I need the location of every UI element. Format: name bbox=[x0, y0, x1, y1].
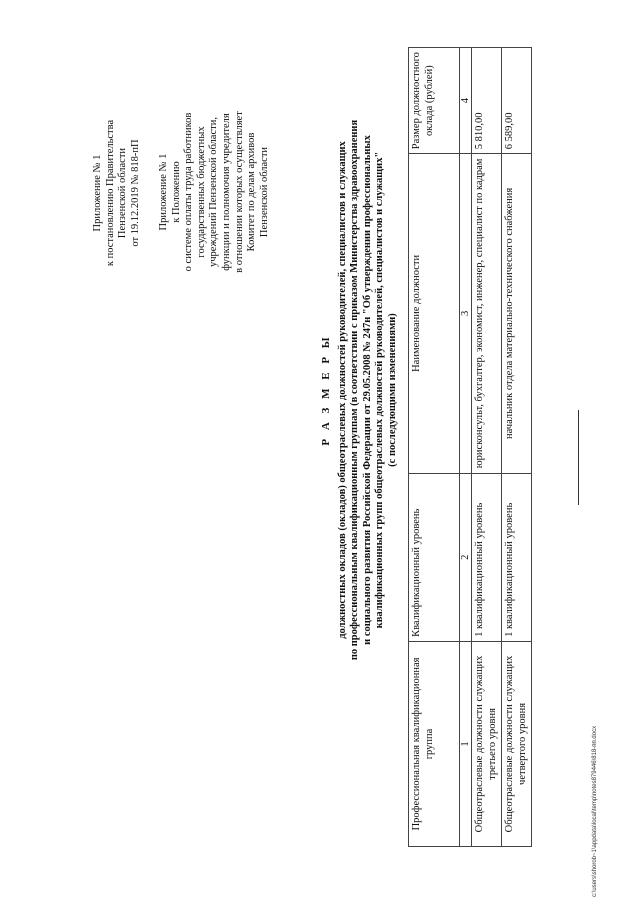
document-heading bbox=[320, 45, 400, 735]
subtitle-line: и социального развития Российской Федерации от 29.05.2008 № 247н "Об утверждении профессиональных bbox=[361, 135, 373, 645]
appendix-1-line: Пензенской области bbox=[117, 147, 129, 239]
column-number: 2 bbox=[460, 473, 472, 641]
appendix-1-block bbox=[92, 108, 142, 278]
appendix-1-line: от 19.12.2019 № 818-пП bbox=[129, 139, 141, 247]
cell-group: Общеотраслевые должности служащих третьего уровня bbox=[472, 641, 502, 846]
appendix-2-line: Пензенской области bbox=[258, 146, 270, 238]
table-row bbox=[502, 48, 532, 847]
cell-level: 1 квалификационный уровень bbox=[502, 473, 532, 641]
column-number: 4 bbox=[460, 48, 472, 154]
header-salary: Размер должностного оклада (рублей) bbox=[409, 48, 460, 154]
document-title: Р А З М Е Р Ы bbox=[320, 334, 332, 446]
subtitle-line: по профессиональным квалификационным группам (в соответствии с приказом Министерства здравоохранения bbox=[349, 119, 361, 661]
header-group: Профессиональная квалификационная группа bbox=[409, 641, 460, 846]
appendix-2-line: в отношении которых осуществляет bbox=[233, 111, 245, 273]
subtitle-line: (с последующими изменениями) bbox=[386, 313, 398, 467]
table-header-row bbox=[409, 48, 460, 847]
appendix-2-line: о системе оплаты труда работников bbox=[183, 112, 195, 272]
column-number: 3 bbox=[460, 154, 472, 473]
appendix-2-line: функции и полномочия учредителя bbox=[220, 113, 232, 271]
header-position: Наименование должности bbox=[409, 154, 460, 473]
appendix-2-line: учреждений Пензенской области, bbox=[208, 117, 220, 267]
appendix-2-line: государственных бюджетных bbox=[195, 126, 207, 258]
appendix-1-line: Приложение № 1 bbox=[92, 154, 103, 232]
cell-salary: 6 589,00 bbox=[502, 48, 532, 154]
table-row bbox=[472, 48, 502, 847]
cell-position: юрисконсульт, бухгалтер, экономист, инженер, специалист по кадрам bbox=[472, 154, 502, 473]
cell-salary: 5 810,00 bbox=[472, 48, 502, 154]
salary-table bbox=[408, 47, 532, 847]
appendix-2-line: к Положению bbox=[170, 161, 182, 223]
header-level: Квалификационный уровень bbox=[409, 473, 460, 641]
appendix-2-block bbox=[158, 77, 271, 307]
column-number: 1 bbox=[460, 641, 472, 846]
appendix-1-line: к постановлению Правительства bbox=[104, 119, 116, 267]
appendix-2-line: Приложение № 1 bbox=[158, 153, 169, 231]
subtitle-line: должностных окладов (окладов) общеотраслевых должностей руководителей, специалистов и служащих bbox=[336, 141, 348, 639]
subtitle-line: квалификационных групп общеотраслевых должностей руководителей, специалистов и служащих" bbox=[374, 151, 386, 629]
appendix-2-line: Комитет по делам архивов bbox=[246, 132, 258, 252]
file-path-footer: c:\users\shorob~1\appdata\local\temp\notes879446\818-пп.docx bbox=[592, 725, 598, 897]
cell-level: 1 квалификационный уровень bbox=[472, 473, 502, 641]
cell-group: Общеотраслевые должности служащих четвертого уровня bbox=[502, 641, 532, 846]
cell-position: начальник отдела материально-технического снабжения bbox=[502, 154, 532, 473]
column-number-row bbox=[460, 48, 472, 847]
closing-divider-line bbox=[578, 410, 579, 505]
